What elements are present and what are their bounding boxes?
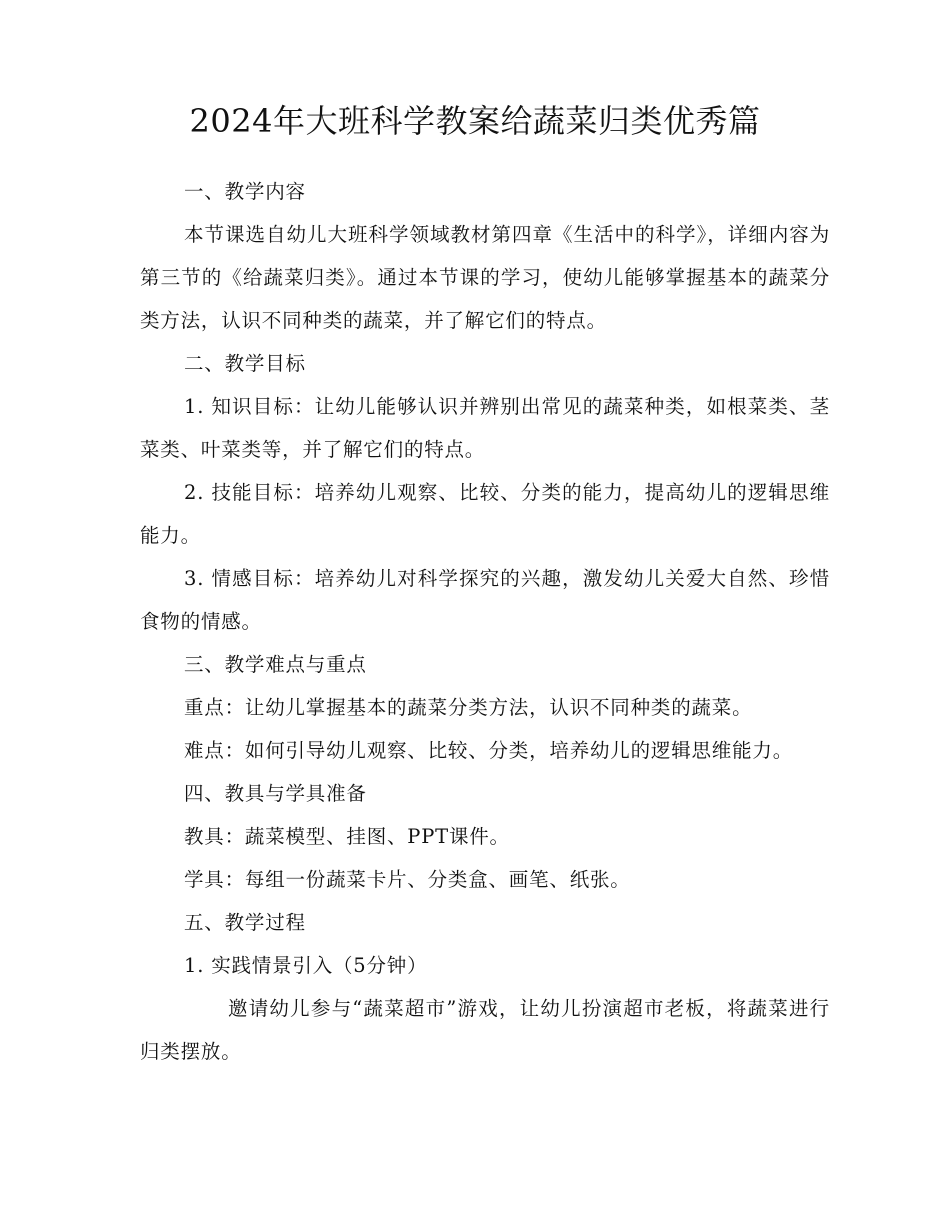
body-paragraph: 难点：如何引导幼儿观察、比较、分类，培养幼儿的逻辑思维能力。 (184, 739, 794, 762)
section-heading: 二、教学目标 (184, 352, 306, 375)
section-heading: 一、教学内容 (184, 180, 306, 203)
document-body (140, 170, 830, 1073)
list-item: 3. 情感目标：培养幼儿对科学探究的兴趣，激发幼儿关爱大自然、珍惜食物的情感。 (140, 567, 830, 633)
section-heading: 五、教学过程 (184, 911, 306, 934)
list-item: 1. 实践情景引入（5分钟） (184, 954, 428, 977)
section-heading: 四、教具与学具准备 (184, 782, 367, 805)
body-paragraph: 教具：蔬菜模型、挂图、PPT课件。 (184, 825, 510, 848)
document-title: 2024年大班科学教案给蔬菜归类优秀篇 (189, 102, 761, 140)
body-paragraph: 本节课选自幼儿大班科学领域教材第四章《生活中的科学》，详细内容为第三节的《给蔬菜归类》。通过本节课的学习，使幼儿能够掌握基本的蔬菜分类方法，认识不同种类的蔬菜，并了解它们的特点。 (140, 223, 830, 332)
section-heading: 三、教学难点与重点 (184, 653, 367, 676)
body-paragraph: 重点：让幼儿掌握基本的蔬菜分类方法，认识不同种类的蔬菜。 (184, 696, 753, 719)
list-item: 2. 技能目标：培养幼儿观察、比较、分类的能力，提高幼儿的逻辑思维能力。 (140, 481, 830, 547)
body-paragraph: 邀请幼儿参与“蔬菜超市”游戏，让幼儿扮演超市老板，将蔬菜进行归类摆放。 (140, 997, 830, 1063)
list-item: 1. 知识目标：让幼儿能够认识并辨别出常见的蔬菜种类，如根菜类、茎菜类、叶菜类等，并了解它们的特点。 (140, 395, 830, 461)
body-paragraph: 学具：每组一份蔬菜卡片、分类盒、画笔、纸张。 (184, 868, 631, 891)
